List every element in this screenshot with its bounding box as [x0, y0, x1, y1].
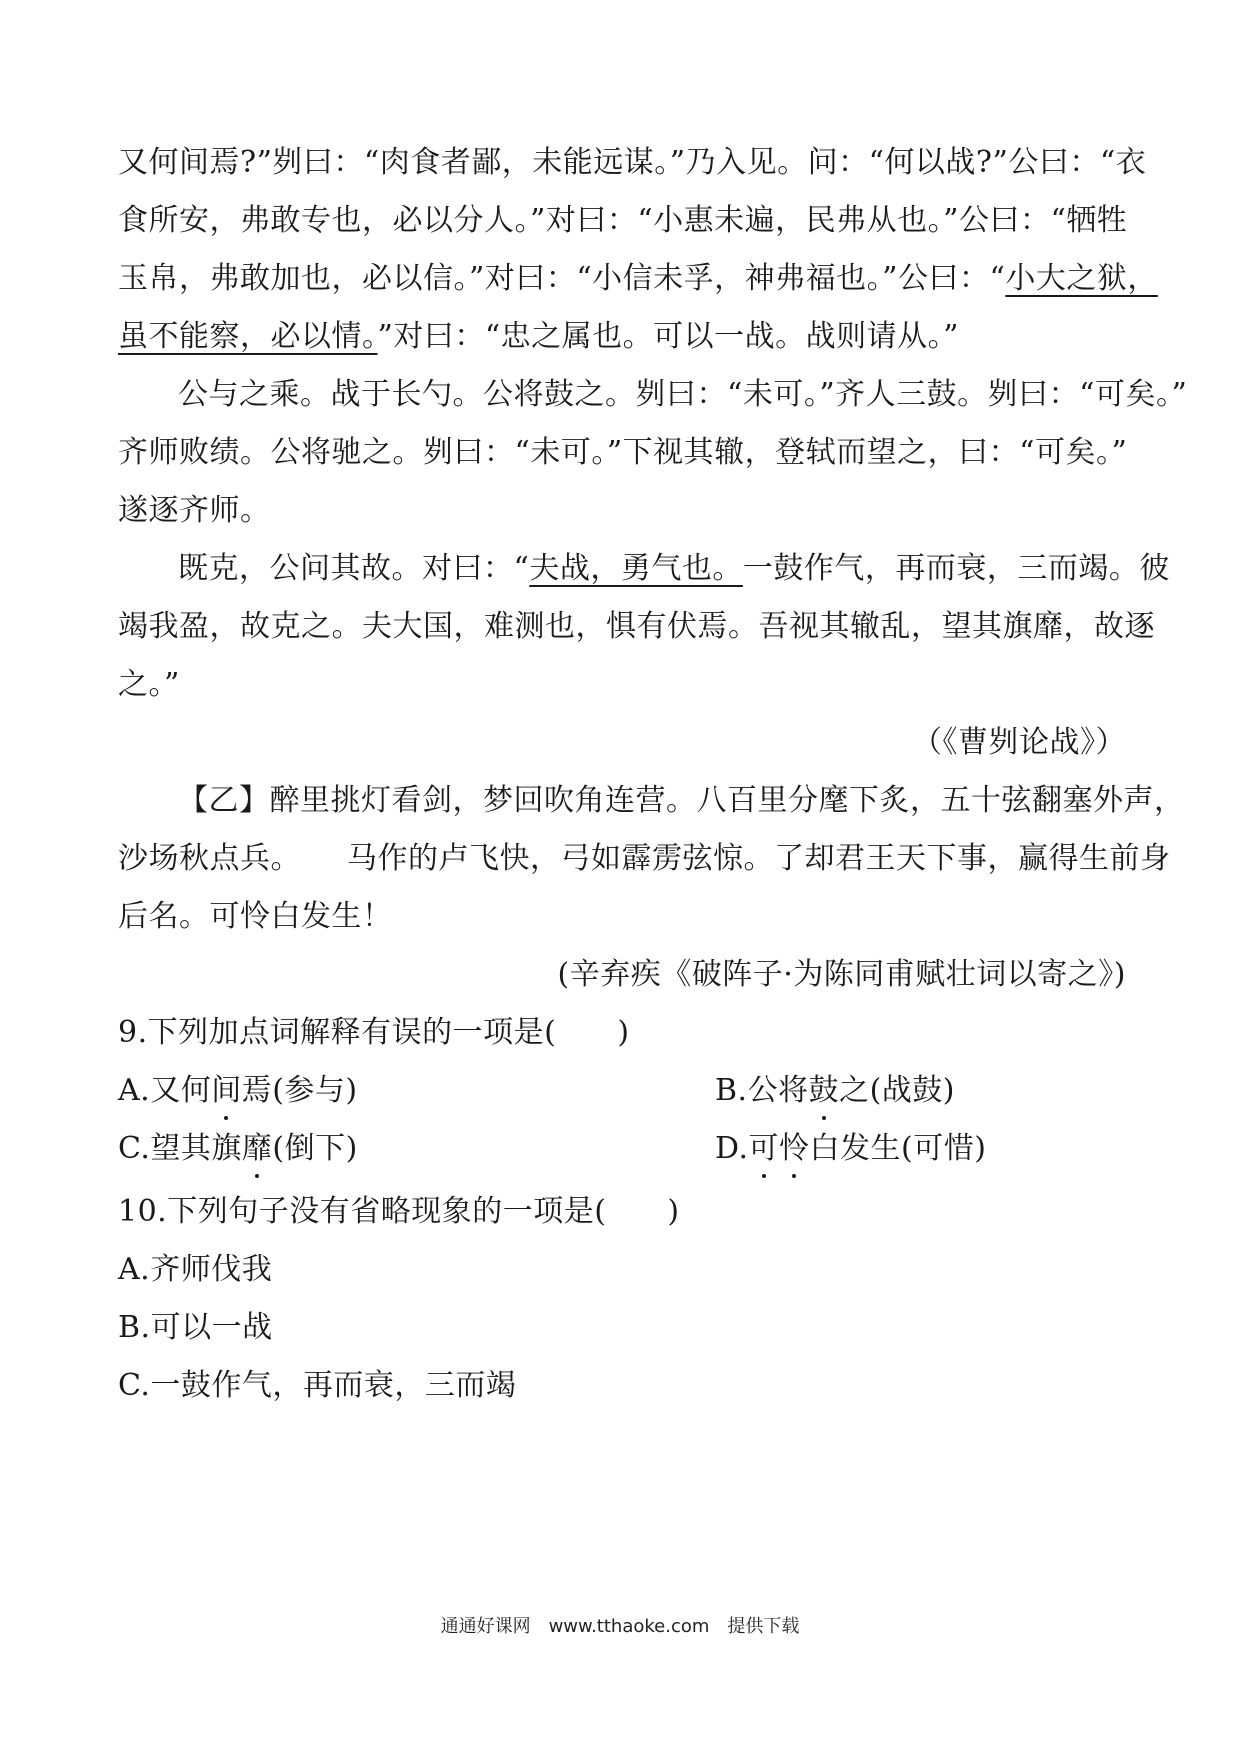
dotted-character: 鼓 — [809, 1071, 840, 1111]
q9-option-d[interactable]: D.可怜白发生(可惜) — [715, 1129, 986, 1169]
passage-a-line-1: 又何间焉?”刿曰：“肉食者鄙，未能远谋。”乃入见。问：“何以战?”公曰：“衣 — [118, 145, 1147, 180]
passage-a-para3-line-1: 既克，公问其故。对曰：“夫战，勇气也。一鼓作气，再而衰，三而竭。彼 — [178, 551, 1170, 586]
dotted-character: 可 — [749, 1129, 780, 1169]
passage-a-line-4: 虽不能察，必以情。”对曰：“忠之属也。可以一战。战则请从。” — [118, 319, 960, 354]
question-9-options-cd — [118, 1129, 987, 1169]
q9-option-c[interactable]: C.望其旗靡(倒下) — [118, 1131, 358, 1166]
passage-b-source: (辛弃疾《破阵子·为陈同甫赋壮词以寄之》) — [557, 957, 1126, 992]
passage-b-line-3: 后名。可怜白发生！ — [118, 899, 393, 934]
q10-option-b[interactable]: B.可以一战 — [118, 1310, 273, 1345]
passage-a-line-3: 玉帛，弗敢加也，必以信。”对曰：“小信未孚，神弗福也。”公曰：“小大之狱， — [118, 261, 1158, 296]
q10-option-c[interactable]: C.一鼓作气，再而衰，三而竭 — [118, 1368, 517, 1403]
passage-a-para3-line-2: 竭我盈，故克之。夫大国，难测也，惧有伏焉。吾视其辙乱，望其旗靡，故逐 — [118, 609, 1155, 644]
underlined-phrase: 小大之狱， — [1005, 261, 1158, 296]
passage-b-line-1: 【乙】醉里挑灯看剑，梦回吹角连营。八百里分麾下炙，五十弦翻塞外声， — [178, 783, 1185, 818]
passage-a-para2-line-3: 遂逐齐师。 — [118, 493, 271, 528]
question-9-stem: 9.下列加点词解释有误的一项是( ) — [118, 1015, 630, 1050]
dotted-character: 间 — [211, 1071, 242, 1111]
passage-a-source: （《曹刿论战》） — [912, 725, 1126, 760]
dotted-character: 怜 — [779, 1129, 810, 1169]
dotted-character: 靡 — [242, 1129, 273, 1169]
question-10-stem: 10.下列句子没有省略现象的一项是( ) — [118, 1194, 680, 1229]
passage-a-line-2: 食所安，弗敢专也，必以分人。”对曰：“小惠未遍，民弗从也。”公曰：“牺牲 — [118, 203, 1128, 238]
question-9-options-ab — [118, 1071, 956, 1111]
q9-option-a[interactable]: A.又何间焉(参与) — [118, 1073, 358, 1108]
underlined-phrase: 虽不能察，必以情。 — [118, 319, 378, 354]
underlined-phrase: 夫战，勇气也。 — [529, 551, 743, 586]
page-footer: 通通好课网 www.tthaoke.com 提供下载 — [440, 1616, 800, 1637]
passage-a-para2-line-1: 公与之乘。战于长勺。公将鼓之。刿曰：“未可。”齐人三鼓。刿曰：“可矣。” — [178, 377, 1188, 412]
q10-option-a[interactable]: A.齐师伐我 — [118, 1252, 273, 1287]
passage-a-para3-line-3: 之。” — [118, 667, 180, 702]
passage-b-line-2: 沙场秋点兵。 马作的卢飞快，弓如霹雳弦惊。了却君王天下事，赢得生前身 — [118, 841, 1171, 876]
q9-option-b[interactable]: B.公将鼓之(战鼓) — [715, 1071, 955, 1111]
passage-a-para2-line-2: 齐师败绩。公将驰之。刿曰：“未可。”下视其辙，登轼而望之，曰：“可矣。” — [118, 435, 1128, 470]
